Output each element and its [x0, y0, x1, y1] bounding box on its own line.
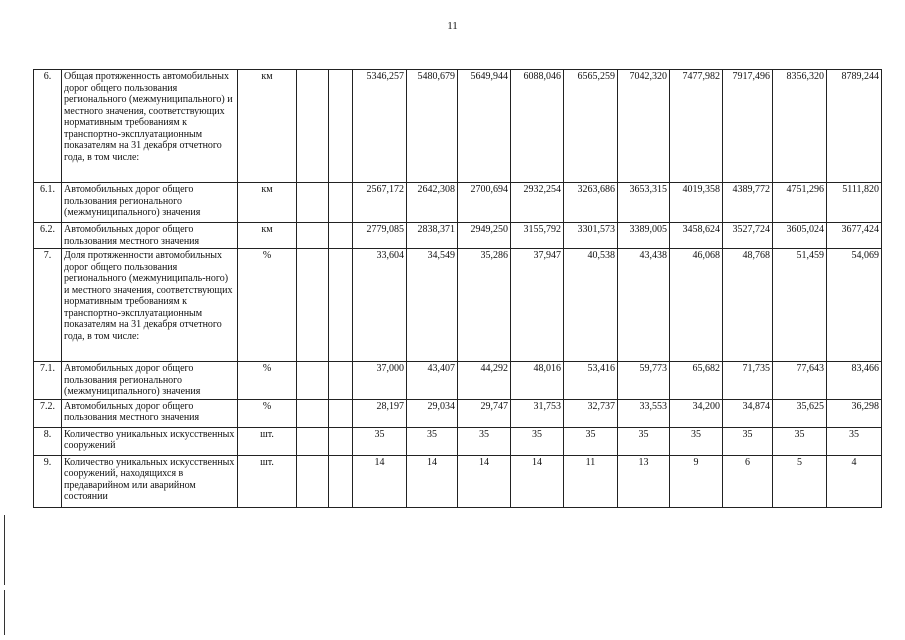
- value-cell: 6088,046: [511, 70, 564, 183]
- value-cell: 9: [670, 455, 723, 507]
- value-cell: 3263,686: [564, 183, 618, 223]
- table-row: [34, 249, 882, 362]
- value-cell: 37,947: [511, 249, 564, 362]
- value-cell: 2949,250: [458, 223, 511, 249]
- empty-cell: [297, 362, 329, 400]
- empty-cell: [297, 399, 329, 427]
- value-cell: 14: [511, 455, 564, 507]
- value-cell: 28,197: [353, 399, 407, 427]
- value-cell: 43,407: [407, 362, 458, 400]
- unit-cell: %: [238, 399, 297, 427]
- value-cell: 32,737: [564, 399, 618, 427]
- table-row: [34, 183, 882, 223]
- empty-cell: [329, 249, 353, 362]
- value-cell: 4: [827, 455, 882, 507]
- unit-cell: %: [238, 249, 297, 362]
- indicator-name: Общая протяженность автомобильных дорог общего пользования регионального (межмуниципального) и местного значения, соответствующих нормативным требованиям к транспортно-эксплуатационным показателям на 31 декабря отчетного года, в том числе:: [62, 70, 238, 183]
- value-cell: 4389,772: [723, 183, 773, 223]
- value-cell: 35: [458, 427, 511, 455]
- unit-cell: км: [238, 223, 297, 249]
- value-cell: 53,416: [564, 362, 618, 400]
- empty-cell: [297, 183, 329, 223]
- value-cell: 8789,244: [827, 70, 882, 183]
- value-cell: 35: [773, 427, 827, 455]
- value-cell: 33,553: [618, 399, 670, 427]
- value-cell: 5480,679: [407, 70, 458, 183]
- value-cell: 48,016: [511, 362, 564, 400]
- table-row: [34, 223, 882, 249]
- value-cell: 34,200: [670, 399, 723, 427]
- empty-cell: [329, 223, 353, 249]
- row-number: 7.1.: [34, 362, 62, 400]
- empty-cell: [297, 223, 329, 249]
- value-cell: 77,643: [773, 362, 827, 400]
- value-cell: 7042,320: [618, 70, 670, 183]
- row-number: 7.: [34, 249, 62, 362]
- unit-cell: км: [238, 183, 297, 223]
- value-cell: 71,735: [723, 362, 773, 400]
- value-cell: 4019,358: [670, 183, 723, 223]
- value-cell: 46,068: [670, 249, 723, 362]
- unit-cell: шт.: [238, 455, 297, 507]
- unit-cell: шт.: [238, 427, 297, 455]
- value-cell: 5111,820: [827, 183, 882, 223]
- value-cell: 43,438: [618, 249, 670, 362]
- empty-cell: [297, 249, 329, 362]
- value-cell: 11: [564, 455, 618, 507]
- value-cell: 3605,024: [773, 223, 827, 249]
- indicator-name: Количество уникальных искусственных сооружений, находящихся в предаварийном или аварийном состоянии: [62, 455, 238, 507]
- empty-cell: [329, 399, 353, 427]
- value-cell: 2700,694: [458, 183, 511, 223]
- indicator-name: Автомобильных дорог общего пользования местного значения: [62, 399, 238, 427]
- value-cell: 3458,624: [670, 223, 723, 249]
- value-cell: 33,604: [353, 249, 407, 362]
- value-cell: 65,682: [670, 362, 723, 400]
- value-cell: 4751,296: [773, 183, 827, 223]
- indicators-table: [33, 69, 882, 508]
- row-number: 7.2.: [34, 399, 62, 427]
- value-cell: 35: [407, 427, 458, 455]
- indicator-name: Автомобильных дорог общего пользования местного значения: [62, 223, 238, 249]
- value-cell: 34,874: [723, 399, 773, 427]
- value-cell: 5649,944: [458, 70, 511, 183]
- empty-cell: [329, 70, 353, 183]
- empty-cell: [297, 427, 329, 455]
- value-cell: 5346,257: [353, 70, 407, 183]
- indicator-name: Количество уникальных искусственных сооружений: [62, 427, 238, 455]
- value-cell: 54,069: [827, 249, 882, 362]
- value-cell: 35: [564, 427, 618, 455]
- value-cell: 35: [511, 427, 564, 455]
- value-cell: 8356,320: [773, 70, 827, 183]
- value-cell: 40,538: [564, 249, 618, 362]
- value-cell: 13: [618, 455, 670, 507]
- table-row: [34, 362, 882, 400]
- table-row: [34, 427, 882, 455]
- margin-line-lower: [4, 590, 5, 635]
- value-cell: 51,459: [773, 249, 827, 362]
- row-number: 6.: [34, 70, 62, 183]
- value-cell: 83,466: [827, 362, 882, 400]
- table-row: [34, 455, 882, 507]
- empty-cell: [329, 455, 353, 507]
- value-cell: 3155,792: [511, 223, 564, 249]
- value-cell: 35: [618, 427, 670, 455]
- value-cell: 35,625: [773, 399, 827, 427]
- value-cell: 14: [458, 455, 511, 507]
- row-number: 6.1.: [34, 183, 62, 223]
- row-number: 8.: [34, 427, 62, 455]
- value-cell: 35: [723, 427, 773, 455]
- value-cell: 2779,085: [353, 223, 407, 249]
- value-cell: 2932,254: [511, 183, 564, 223]
- value-cell: 3389,005: [618, 223, 670, 249]
- empty-cell: [329, 183, 353, 223]
- value-cell: 29,034: [407, 399, 458, 427]
- empty-cell: [329, 362, 353, 400]
- value-cell: 2642,308: [407, 183, 458, 223]
- value-cell: 2838,371: [407, 223, 458, 249]
- value-cell: 44,292: [458, 362, 511, 400]
- indicator-name: Автомобильных дорог общего пользования регионального (межмуниципального) значения: [62, 183, 238, 223]
- value-cell: 5: [773, 455, 827, 507]
- empty-cell: [297, 455, 329, 507]
- row-number: 9.: [34, 455, 62, 507]
- value-cell: 3677,424: [827, 223, 882, 249]
- value-cell: 35,286: [458, 249, 511, 362]
- value-cell: 3301,573: [564, 223, 618, 249]
- unit-cell: %: [238, 362, 297, 400]
- value-cell: 6565,259: [564, 70, 618, 183]
- value-cell: 48,768: [723, 249, 773, 362]
- value-cell: 3653,315: [618, 183, 670, 223]
- value-cell: 7917,496: [723, 70, 773, 183]
- value-cell: 29,747: [458, 399, 511, 427]
- value-cell: 37,000: [353, 362, 407, 400]
- value-cell: 31,753: [511, 399, 564, 427]
- value-cell: 34,549: [407, 249, 458, 362]
- value-cell: 35: [670, 427, 723, 455]
- value-cell: 36,298: [827, 399, 882, 427]
- margin-line-upper: [4, 515, 5, 585]
- unit-cell: км: [238, 70, 297, 183]
- empty-cell: [329, 427, 353, 455]
- empty-cell: [297, 70, 329, 183]
- row-number: 6.2.: [34, 223, 62, 249]
- value-cell: 2567,172: [353, 183, 407, 223]
- value-cell: 14: [407, 455, 458, 507]
- indicator-name: Доля протяженности автомобильных дорог общего пользования регионального (межмуниципаль-ного) и местного значения, соответствующих нормативным требованиям к транспортно-эксплуатационным показателям на 31 декабря отчетного года, в том числе:: [62, 249, 238, 362]
- indicator-name: Автомобильных дорог общего пользования регионального (межмуниципального) значения: [62, 362, 238, 400]
- page-number: 11: [447, 20, 458, 32]
- value-cell: 35: [827, 427, 882, 455]
- value-cell: 59,773: [618, 362, 670, 400]
- table-row: [34, 70, 882, 183]
- value-cell: 6: [723, 455, 773, 507]
- value-cell: 3527,724: [723, 223, 773, 249]
- value-cell: 35: [353, 427, 407, 455]
- value-cell: 7477,982: [670, 70, 723, 183]
- table-row: [34, 399, 882, 427]
- value-cell: 14: [353, 455, 407, 507]
